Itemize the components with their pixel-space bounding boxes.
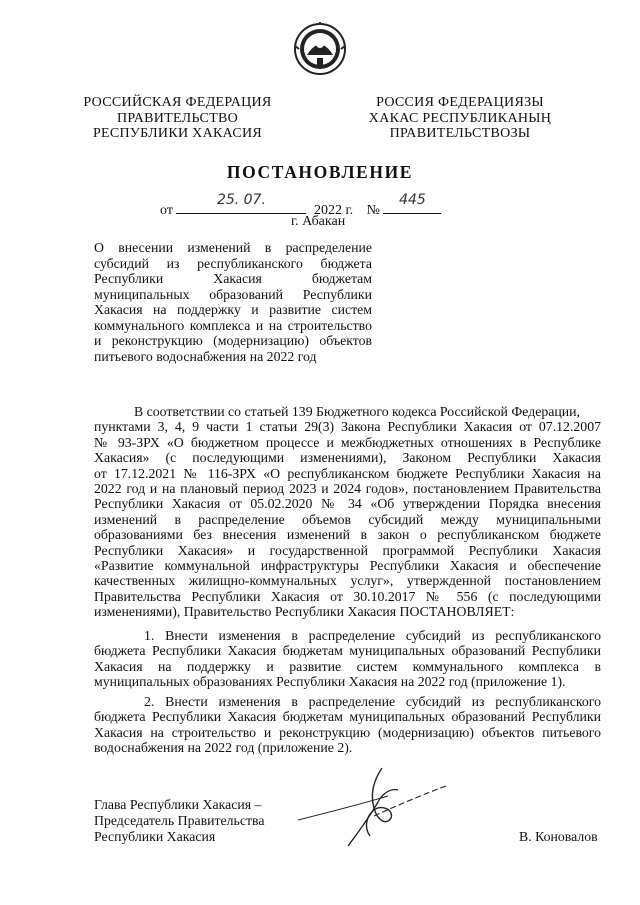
subject-line: Хакасия на поддержку и развитие систем — [94, 302, 372, 317]
header-right-khakas — [360, 95, 560, 142]
handwritten-number: 445 — [399, 192, 426, 208]
body-line: изменениями), Правительство Республики Хакасия ПОСТАНОВЛЯЕТ: — [94, 604, 515, 620]
decree-item-2 — [94, 694, 601, 756]
handwritten-signature-icon — [278, 760, 448, 850]
preamble-paragraph — [94, 404, 601, 620]
body-line: пунктами 3, 4, 9 части 1 статьи 29(3) Закона Республики Хакасия от 07.12.2007 — [94, 419, 601, 435]
item-line: муниципальных образованиях Республики Хакасия на 2022 год (приложение 1). — [94, 674, 566, 690]
date-prefix: от — [160, 203, 173, 218]
header-right-line: ХАКАС РЕСПУБЛИКАНЫҢ — [368, 110, 552, 126]
body-line: Республики Хакасия» и государственной программой Республики Хакасия — [94, 542, 601, 558]
subject-line: и реконструкцию (модернизацию) объектов — [94, 333, 372, 348]
signatory-name: В. Коновалов — [519, 829, 598, 844]
body-line: № 93-ЗРХ «О бюджетном процессе и межбюджетных отношениях в Республике — [94, 434, 601, 450]
subject-block — [94, 240, 372, 364]
date-field — [176, 192, 306, 214]
body-line: «Развитие коммунальной инфраструктуры Республики Хакасия и обеспечение — [94, 558, 601, 574]
subject-line: питьевого водоснабжения на 2022 год — [94, 348, 317, 364]
subject-line: муниципальных образований Республики — [94, 286, 372, 302]
header-left-line: РЕСПУБЛИКИ ХАКАСИЯ — [92, 126, 263, 141]
subject-line: коммунального комплекса и на строительство — [94, 317, 372, 333]
body-line: Хакасия» (с последующими изменениями), Законом Республики Хакасия — [94, 450, 601, 466]
signatory-title-line: Председатель Правительства — [94, 813, 265, 828]
date-year: 2022 г. — [313, 203, 354, 218]
header-right-line: ПРАВИТЕЛЬСТВОЗЫ — [389, 126, 531, 141]
body-line: 2022 год и на плановый период 2023 и 2024 годов», постановлением Правительства — [94, 481, 601, 497]
subject-line: Республики Хакасия бюджетам — [94, 271, 372, 286]
item-line: Хакасия на строительство и реконструкцию (модернизацию) объектов питьевого — [94, 724, 601, 740]
signatory-title-line: Республики Хакасия — [94, 829, 216, 844]
signatory-title-line: Глава Республики Хакасия – — [94, 797, 262, 812]
body-line: Республики Хакасия от 05.02.2020 № 34 «Об утверждении Порядка внесения — [94, 496, 601, 512]
body-line: от 17.12.2021 № 116-ЗРХ «О республиканском бюджете Республики Хакасия на — [94, 465, 601, 481]
item-line: 1. Внести изменения в распределение субсидий из республиканского — [144, 628, 601, 643]
item-line: бюджета Республики Хакасия бюджетам муниципальных образований Республики — [94, 643, 601, 659]
item-line: бюджета Республики Хакасия бюджетам муниципальных образований Республики — [94, 709, 601, 725]
item-line: 2. Внести изменения в распределение субсидий из республиканского — [144, 694, 601, 709]
coat-of-arms-emblem-icon — [293, 22, 347, 76]
body-line: Правительства Республики Хакасия от 30.10.2017 № 556 (с последующими — [94, 588, 601, 604]
document-title: ПОСТАНОВЛЕНИЕ — [226, 162, 414, 182]
number-sign: № — [366, 203, 380, 218]
body-line: В соответствии со статьей 139 Бюджетного кодекса Российской Федерации, — [134, 404, 580, 419]
header-left-line: ПРАВИТЕЛЬСТВО — [116, 110, 238, 126]
header-left-ru — [80, 95, 275, 142]
item-line: водоснабжения на 2022 год (приложение 2). — [94, 740, 353, 756]
header-right-line: РОССИЯ ФЕДЕРАЦИЯЗЫ — [376, 95, 544, 110]
body-line: качественных жилищно-коммунальных услуг», утвержденной постановлением — [94, 573, 601, 589]
subject-line: О внесении изменений в распределение — [94, 240, 372, 255]
signatory-title — [94, 797, 264, 845]
body-line: образованиями без внесения изменений в закон о республиканском бюджете — [94, 527, 601, 543]
item-line: Хакасия на поддержку и развитие систем коммунального комплекса в — [94, 658, 601, 674]
handwritten-date: 25. 07. — [216, 192, 266, 208]
city-label: г. Абакан — [291, 214, 346, 229]
subject-line: субсидий из республиканского бюджета — [94, 255, 372, 271]
decree-item-1 — [94, 628, 601, 690]
number-field — [383, 192, 441, 214]
header-left-line: РОССИЙСКАЯ ФЕДЕРАЦИЯ — [83, 95, 272, 110]
body-line: изменений в распределение объемов субсидий между муниципальными — [94, 511, 601, 527]
